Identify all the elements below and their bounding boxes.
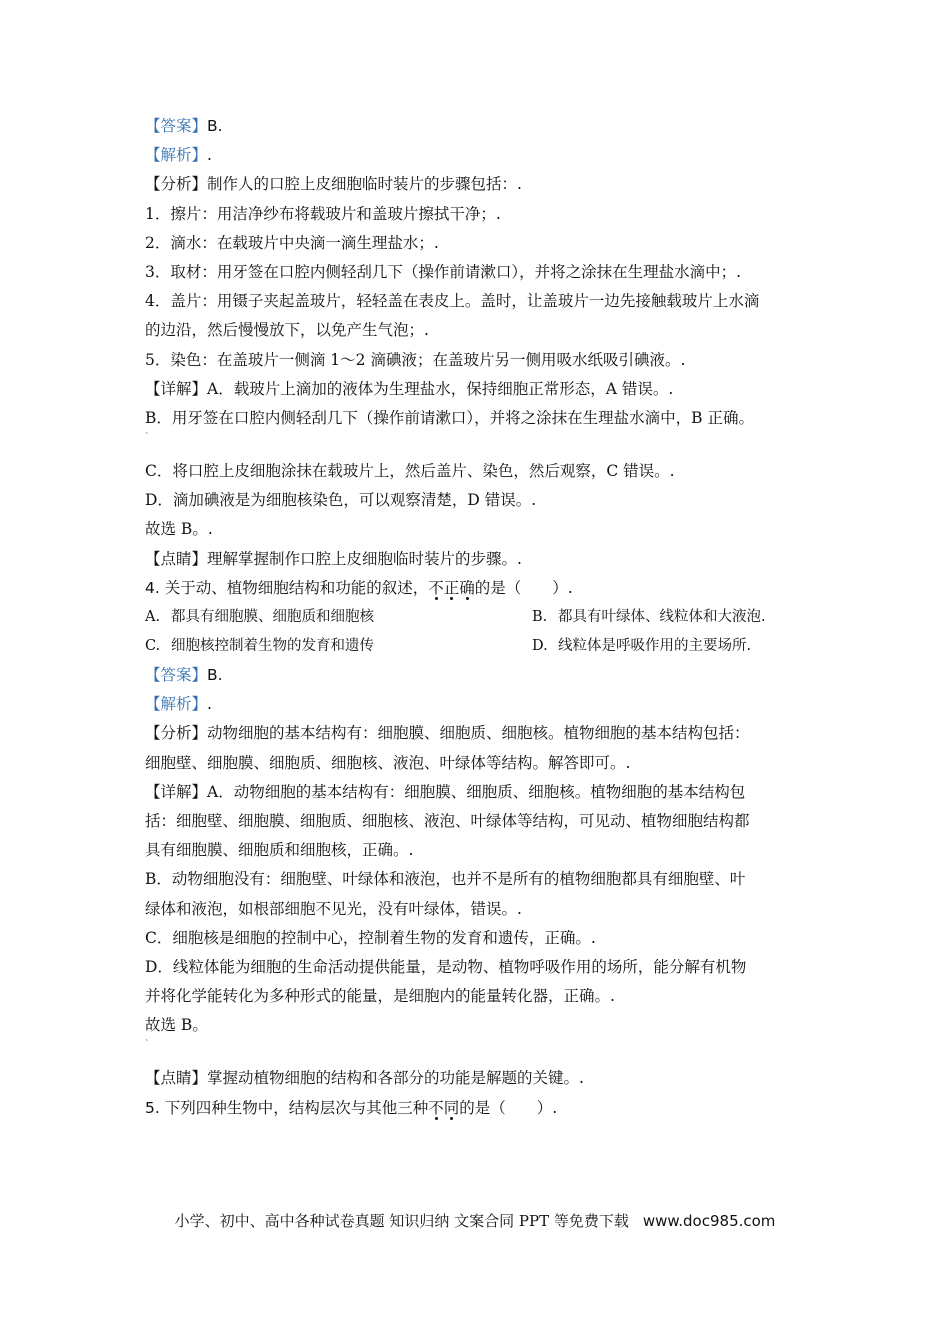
detail-text: D．滴加碘液是为细胞核染色，可以观察清楚，D 错误。.: [145, 491, 537, 510]
text-line: [145, 258, 825, 287]
step-text: 1．擦片：用洁净纱布将载玻片和盖玻片擦拭干净；.: [145, 204, 501, 223]
step-text: 4．盖片：用镊子夹起盖玻片，轻轻盖在表皮上。盖时，让盖玻片一边先接触载玻片上水滴: [145, 292, 760, 311]
text-line: [145, 749, 825, 778]
text-line: [145, 1064, 825, 1093]
comment-tag: 【点睛】: [145, 1069, 208, 1088]
detail-text: A．载玻片上滴加的液体为生理盐水，保持细胞正常形态，A 错误。.: [207, 379, 674, 398]
text-line: [145, 1011, 825, 1040]
paragraph-gap: [145, 1040, 825, 1064]
conclusion-text: 故选 B。.: [145, 520, 213, 539]
text-line: [145, 346, 825, 375]
text-line: [145, 953, 825, 982]
option-text: 都具有叶绿体、线粒体和大液泡.: [558, 609, 766, 625]
emphasis-char: 不: [428, 578, 444, 597]
option-c: [145, 632, 374, 661]
question-stem-end: 的是（ ）.: [474, 578, 573, 597]
text-line: [145, 778, 825, 807]
question-5-stem: [145, 1094, 825, 1123]
option-text: 都具有细胞膜、细胞质和细胞核: [171, 609, 374, 625]
question-stem: 关于动、植物细胞结构和功能的叙述，: [164, 578, 429, 597]
text-line: [145, 545, 825, 574]
text-line: [145, 690, 825, 719]
section-tag: 【分析】: [145, 724, 208, 743]
text-line: [145, 112, 825, 141]
question-stem-end: 的是（ ）.: [459, 1098, 558, 1117]
detail-tag: 【详解】: [145, 782, 208, 801]
text-line: [145, 515, 825, 544]
text-line: [145, 982, 825, 1011]
option-key: A.: [145, 609, 161, 625]
detail-text: 具有细胞膜、细胞质和细胞核，正确。.: [145, 841, 414, 860]
answer-value: B.: [207, 117, 223, 135]
section-tag: 【分析】: [145, 175, 208, 194]
text-line: [145, 229, 825, 258]
option-key: D.: [532, 638, 548, 654]
option-text: 线粒体是呼吸作用的主要场所.: [558, 638, 752, 654]
detail-text: D．线粒体能为细胞的生命活动提供能量，是动物、植物呼吸作用的场所，能分解有机物: [145, 957, 747, 976]
detail-text: C．将口腔上皮细胞涂抹在载玻片上，然后盖片、染色，然后观察，C 错误。.: [145, 462, 675, 481]
detail-text: 绿体和液泡，如根部细胞不见光，没有叶绿体，错误。.: [145, 899, 522, 918]
text-line: [145, 375, 825, 404]
emphasis-char: 同: [443, 1098, 460, 1117]
text-line: [145, 924, 825, 953]
answer-value: B.: [207, 666, 223, 684]
question-number: 5.: [145, 1098, 160, 1117]
detail-text: C．细胞核是细胞的控制中心，控制着生物的发育和遗传，正确。.: [145, 928, 596, 947]
conclusion-text: 故选 B。: [145, 1016, 208, 1035]
page-content: [145, 112, 825, 1123]
section-text: 动物细胞的基本结构有：细胞膜、细胞质、细胞核。植物细胞的基本结构包括：: [207, 724, 750, 743]
text-line: [145, 486, 825, 515]
text-line: [145, 404, 825, 433]
text-line: [145, 141, 825, 170]
footer-url[interactable]: www.doc985.com: [642, 1212, 776, 1230]
option-d: [532, 632, 751, 661]
analysis-text: .: [207, 146, 212, 165]
step-text: 5．染色：在盖玻片一侧滴 1～2 滴碘液；在盖玻片另一侧用吸水纸吸引碘液。.: [145, 350, 686, 369]
stray-mark: `: [145, 433, 150, 444]
emphasis-char: 不: [428, 1098, 444, 1117]
page-footer: [0, 1210, 950, 1231]
step-text: 的边沿，然后慢慢放下，以免产生气泡；.: [145, 321, 429, 340]
emphasis-char: 正: [443, 578, 460, 597]
detail-text: B．动物细胞没有：细胞壁、叶绿体和液泡，也并不是所有的植物细胞都具有细胞壁、叶: [145, 870, 746, 889]
question-number: 4.: [145, 578, 160, 597]
comment-text: 掌握动植物细胞的结构和各部分的功能是解题的关键。.: [207, 1069, 584, 1088]
option-key: C.: [145, 638, 161, 654]
comment-tag: 【点睛】: [145, 549, 208, 568]
analysis-text: .: [207, 695, 212, 714]
analysis-tag: 【解析】: [145, 695, 208, 714]
option-text: 细胞核控制着生物的发育和遗传: [171, 638, 374, 654]
step-text: 2．滴水：在载玻片中央滴一滴生理盐水；.: [145, 233, 439, 252]
text-line: [145, 170, 825, 199]
text-line: [145, 836, 825, 865]
detail-tag: 【详解】: [145, 379, 208, 398]
text-line: [145, 895, 825, 924]
text-line: [145, 457, 825, 486]
footer-text: 小学、初中、高中各种试卷真题 知识归纳 文案合同 PPT 等免费下载: [174, 1212, 629, 1230]
text-line: [145, 287, 825, 316]
question-stem: 下列四种生物中，结构层次与其他三种: [164, 1098, 429, 1117]
text-line: [145, 661, 825, 690]
question-4-stem: [145, 574, 825, 603]
section-text: 制作人的口腔上皮细胞临时装片的步骤包括：.: [207, 175, 522, 194]
detail-text: 括：细胞壁、细胞膜、细胞质、细胞核、液泡、叶绿体等结构，可见动、植物细胞结构都: [145, 811, 750, 830]
stray-mark: `: [145, 1040, 150, 1051]
option-key: B.: [532, 609, 548, 625]
answer-tag: 【答案】: [145, 666, 208, 684]
paragraph-gap: [145, 433, 825, 457]
step-text: 3．取材：用牙签在口腔内侧轻刮几下（操作前请漱口），并将之涂抹在生理盐水滴中；.: [145, 262, 742, 281]
option-a: [145, 603, 374, 632]
text-line: [145, 865, 825, 894]
detail-text: B．用牙签在口腔内侧轻刮几下（操作前请漱口），并将之涂抹在生理盐水滴中，B 正确。: [145, 408, 754, 427]
section-text: 细胞壁、细胞膜、细胞质、细胞核、液泡、叶绿体等结构。解答即可。.: [145, 753, 631, 772]
text-line: [145, 316, 825, 345]
answer-tag: 【答案】: [145, 117, 208, 135]
comment-text: 理解掌握制作口腔上皮细胞临时装片的步骤。.: [207, 549, 522, 568]
question-4-options: [145, 603, 825, 661]
option-b: [532, 603, 766, 632]
text-line: [145, 200, 825, 229]
analysis-tag: 【解析】: [145, 146, 208, 165]
emphasis-char: 确: [459, 578, 475, 597]
detail-text: 并将化学能转化为多种形式的能量，是细胞内的能量转化器，正确。.: [145, 987, 615, 1006]
text-line: [145, 807, 825, 836]
detail-text: A．动物细胞的基本结构有：细胞膜、细胞质、细胞核。植物细胞的基本结构包: [207, 782, 746, 801]
text-line: [145, 719, 825, 748]
